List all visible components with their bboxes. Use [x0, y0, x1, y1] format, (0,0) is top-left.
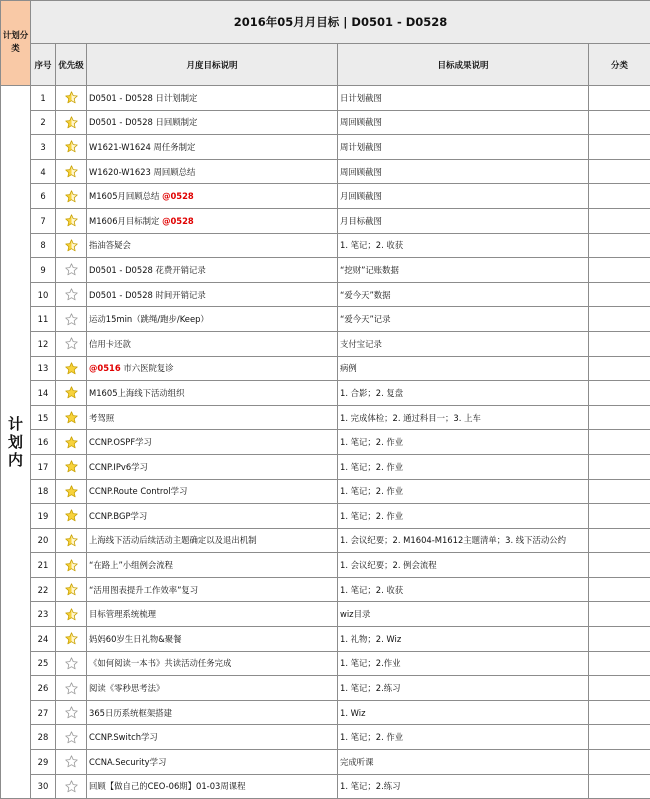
row-index: 17: [31, 454, 56, 479]
row-class[interactable]: [589, 405, 650, 430]
row-priority[interactable]: [56, 528, 87, 553]
row-class[interactable]: [589, 356, 650, 381]
row-class[interactable]: [589, 651, 650, 676]
row-result[interactable]: 1. 笔记；2.练习: [338, 774, 589, 799]
row-class[interactable]: [589, 208, 650, 233]
star-icon: [65, 632, 78, 645]
star-icon: [65, 657, 78, 670]
star-icon: [65, 190, 78, 203]
table-row: [1, 208, 650, 233]
row-priority[interactable]: [56, 258, 87, 283]
row-description[interactable]: [87, 676, 338, 701]
row-class[interactable]: [589, 135, 650, 160]
table-row: [1, 700, 650, 725]
row-priority[interactable]: [56, 233, 87, 258]
table-row: [1, 159, 650, 184]
row-index: 7: [31, 208, 56, 233]
star-icon: [65, 214, 78, 227]
row-result[interactable]: “挖财”记账数据: [338, 258, 589, 283]
desc-text: “在路上”小组例会流程: [89, 560, 173, 570]
row-result[interactable]: wiz目录: [338, 602, 589, 627]
row-result[interactable]: 1. 笔记；2. 收获: [338, 233, 589, 258]
row-priority[interactable]: [56, 627, 87, 652]
desc-text: M1606月目标制定: [89, 216, 162, 226]
row-description[interactable]: [87, 356, 338, 381]
header-class: 分类: [589, 44, 650, 86]
row-priority[interactable]: [56, 135, 87, 160]
star-icon: [65, 780, 78, 793]
row-index: 25: [31, 651, 56, 676]
desc-text: D0501 - D0528 花费开销记录: [89, 265, 206, 275]
table-row: [1, 184, 650, 209]
star-icon: [65, 386, 78, 399]
row-result[interactable]: 1. Wiz: [338, 700, 589, 725]
row-result[interactable]: “爱今天”数据: [338, 282, 589, 307]
section-label: 计划内: [1, 86, 31, 799]
row-index: 30: [31, 774, 56, 799]
header-description: 月度目标说明: [87, 44, 338, 86]
row-result[interactable]: 1. 会议纪要；2. M1604-M1612主题清单；3. 线下活动公约: [338, 528, 589, 553]
table-row: [1, 651, 650, 676]
row-index: 12: [31, 331, 56, 356]
row-index: 4: [31, 159, 56, 184]
row-priority[interactable]: [56, 208, 87, 233]
row-result[interactable]: 1. 笔记；2. 收获: [338, 577, 589, 602]
row-index: 26: [31, 676, 56, 701]
row-class[interactable]: [589, 774, 650, 799]
row-priority[interactable]: [56, 504, 87, 529]
row-class[interactable]: [589, 233, 650, 258]
row-description[interactable]: [87, 577, 338, 602]
row-index: 9: [31, 258, 56, 283]
desc-text: CCNP.Route Control学习: [89, 486, 187, 496]
table-row: [1, 504, 650, 529]
row-class[interactable]: [589, 700, 650, 725]
row-class[interactable]: [589, 430, 650, 455]
star-icon: [65, 534, 78, 547]
table-row: [1, 356, 650, 381]
deadline-tag: @0516: [89, 363, 121, 373]
row-description[interactable]: [87, 651, 338, 676]
star-icon: [65, 682, 78, 695]
row-description[interactable]: [87, 208, 338, 233]
row-index: 19: [31, 504, 56, 529]
star-icon: [65, 460, 78, 473]
desc-text: 阅读《零秒思考法》: [89, 683, 164, 693]
row-description[interactable]: [87, 627, 338, 652]
sheet-title: 2016年05月月目标 | D0501 - D0528: [31, 1, 650, 44]
table-row: [1, 430, 650, 455]
row-result[interactable]: “爱今天”记录: [338, 307, 589, 332]
header-category: 计划分类: [1, 1, 31, 86]
desc-text: 目标管理系统梳理: [89, 609, 156, 619]
table-row: [1, 405, 650, 430]
star-icon: [65, 608, 78, 621]
row-class[interactable]: [589, 553, 650, 578]
star-icon: [65, 263, 78, 276]
row-description[interactable]: [87, 430, 338, 455]
star-icon: [65, 436, 78, 449]
row-description[interactable]: [87, 553, 338, 578]
desc-text: D0501 - D0528 时间开销记录: [89, 290, 206, 300]
row-index: 6: [31, 184, 56, 209]
desc-text: 运动15min（跳绳/跑步/Keep）: [89, 314, 209, 324]
row-priority[interactable]: [56, 282, 87, 307]
desc-text: 365日历系统框架搭建: [89, 708, 172, 718]
row-description[interactable]: [87, 405, 338, 430]
row-class[interactable]: [589, 258, 650, 283]
row-class[interactable]: [589, 86, 650, 111]
row-result[interactable]: 月回顾截图: [338, 184, 589, 209]
row-index: 27: [31, 700, 56, 725]
row-priority[interactable]: [56, 700, 87, 725]
desc-text: 妈妈60岁生日礼物&聚餐: [89, 634, 182, 644]
table-row: [1, 233, 650, 258]
row-index: 16: [31, 430, 56, 455]
row-priority[interactable]: [56, 110, 87, 135]
table-row: [1, 307, 650, 332]
row-description[interactable]: [87, 725, 338, 750]
table-row: [1, 627, 650, 652]
row-result[interactable]: 1. 笔记；2. 作业: [338, 430, 589, 455]
row-result[interactable]: 完成听课: [338, 750, 589, 775]
row-index: 22: [31, 577, 56, 602]
row-description[interactable]: [87, 159, 338, 184]
row-result[interactable]: 1. 笔记；2.练习: [338, 676, 589, 701]
row-priority[interactable]: [56, 184, 87, 209]
row-index: 8: [31, 233, 56, 258]
row-class[interactable]: [589, 331, 650, 356]
table-row: [1, 135, 650, 160]
row-result[interactable]: 周回顾截图: [338, 110, 589, 135]
star-icon: [65, 140, 78, 153]
row-description[interactable]: [87, 307, 338, 332]
star-icon: [65, 755, 78, 768]
row-index: 3: [31, 135, 56, 160]
desc-text: 回顾【做自己的CEO-06期】01-03周课程: [89, 781, 245, 791]
star-icon: [65, 362, 78, 375]
star-icon: [65, 91, 78, 104]
row-priority[interactable]: [56, 454, 87, 479]
row-result[interactable]: 周计划截图: [338, 135, 589, 160]
desc-text-after: 市六医院复诊: [121, 363, 174, 373]
desc-text: 上海线下活动后续活动主题确定以及退出机制: [89, 535, 257, 545]
row-description[interactable]: [87, 135, 338, 160]
desc-text: 指油答疑会: [89, 240, 131, 250]
row-class[interactable]: [589, 110, 650, 135]
row-class[interactable]: [589, 725, 650, 750]
row-priority[interactable]: [56, 774, 87, 799]
table-row: [1, 479, 650, 504]
row-result[interactable]: 1. 合影；2. 复盘: [338, 381, 589, 406]
row-index: 29: [31, 750, 56, 775]
desc-text: 考驾照: [89, 413, 114, 423]
row-class[interactable]: [589, 307, 650, 332]
table-row: [1, 331, 650, 356]
row-index: 2: [31, 110, 56, 135]
row-index: 13: [31, 356, 56, 381]
row-priority[interactable]: [56, 86, 87, 111]
row-result[interactable]: 支付宝记录: [338, 331, 589, 356]
header-index: 序号: [31, 44, 56, 86]
desc-text: CCNP.IPv6学习: [89, 462, 148, 472]
row-result[interactable]: 1. 笔记；2. 作业: [338, 504, 589, 529]
desc-text: CCNP.BGP学习: [89, 511, 147, 521]
row-description[interactable]: [87, 184, 338, 209]
table-row: [1, 258, 650, 283]
star-icon: [65, 559, 78, 572]
row-class[interactable]: [589, 577, 650, 602]
desc-text: CCNA.Security学习: [89, 757, 166, 767]
row-result[interactable]: 1. 笔记；2.作业: [338, 651, 589, 676]
row-result[interactable]: 日计划截图: [338, 86, 589, 111]
table-row: [1, 86, 650, 111]
desc-text: CCNP.Switch学习: [89, 732, 158, 742]
table-row: [1, 577, 650, 602]
row-priority[interactable]: [56, 750, 87, 775]
table-row: [1, 676, 650, 701]
row-description[interactable]: [87, 504, 338, 529]
row-index: 20: [31, 528, 56, 553]
row-class[interactable]: [589, 676, 650, 701]
row-priority[interactable]: [56, 159, 87, 184]
header-priority: 优先级: [56, 44, 87, 86]
desc-text: M1605月回顾总结: [89, 191, 162, 201]
table-row: [1, 774, 650, 799]
star-icon: [65, 165, 78, 178]
desc-text: “活用图表提升工作效率”复习: [89, 585, 198, 595]
row-class[interactable]: [589, 479, 650, 504]
star-icon: [65, 583, 78, 596]
row-class[interactable]: [589, 282, 650, 307]
desc-text: D0501 - D0528 日回顾制定: [89, 117, 197, 127]
star-icon: [65, 313, 78, 326]
row-description[interactable]: [87, 528, 338, 553]
row-priority[interactable]: [56, 307, 87, 332]
table-row: [1, 454, 650, 479]
desc-text: W1620-W1623 周回顾总结: [89, 167, 195, 177]
row-priority[interactable]: [56, 430, 87, 455]
row-description[interactable]: [87, 750, 338, 775]
table-row: [1, 282, 650, 307]
star-icon: [65, 731, 78, 744]
row-priority[interactable]: [56, 676, 87, 701]
row-class[interactable]: [589, 504, 650, 529]
row-class[interactable]: [589, 602, 650, 627]
row-description[interactable]: [87, 331, 338, 356]
row-result[interactable]: 1. 笔记；2. 作业: [338, 725, 589, 750]
table-row: [1, 381, 650, 406]
desc-text: W1621-W1624 周任务制定: [89, 142, 195, 152]
row-priority[interactable]: [56, 553, 87, 578]
row-priority[interactable]: [56, 381, 87, 406]
row-result[interactable]: 1. 笔记；2. 作业: [338, 454, 589, 479]
table-row: [1, 528, 650, 553]
row-index: 23: [31, 602, 56, 627]
row-class[interactable]: [589, 381, 650, 406]
row-description[interactable]: [87, 774, 338, 799]
header-result: 目标成果说明: [338, 44, 589, 86]
row-priority[interactable]: [56, 725, 87, 750]
row-description[interactable]: [87, 233, 338, 258]
table-row: [1, 602, 650, 627]
row-result[interactable]: 月目标截图: [338, 208, 589, 233]
row-class[interactable]: [589, 750, 650, 775]
row-class[interactable]: [589, 159, 650, 184]
row-priority[interactable]: [56, 479, 87, 504]
row-result[interactable]: 1. 会议纪要；2. 例会流程: [338, 553, 589, 578]
row-index: 18: [31, 479, 56, 504]
row-index: 21: [31, 553, 56, 578]
row-priority[interactable]: [56, 577, 87, 602]
row-description[interactable]: [87, 381, 338, 406]
row-index: 10: [31, 282, 56, 307]
desc-text: 《如何阅读一本书》共读活动任务完成: [89, 658, 231, 668]
row-priority[interactable]: [56, 331, 87, 356]
desc-text: CCNP.OSPF学习: [89, 437, 152, 447]
row-class[interactable]: [589, 528, 650, 553]
deadline-tag: @0528: [162, 216, 194, 226]
table-row: [1, 553, 650, 578]
table-row: [1, 110, 650, 135]
star-icon: [65, 288, 78, 301]
star-icon: [65, 239, 78, 252]
row-result[interactable]: 1. 笔记；2. 作业: [338, 479, 589, 504]
row-index: 1: [31, 86, 56, 111]
row-priority[interactable]: [56, 651, 87, 676]
star-icon: [65, 706, 78, 719]
row-class[interactable]: [589, 184, 650, 209]
row-description[interactable]: [87, 479, 338, 504]
row-description[interactable]: [87, 700, 338, 725]
star-icon: [65, 411, 78, 424]
row-result[interactable]: 病例: [338, 356, 589, 381]
row-class[interactable]: [589, 627, 650, 652]
row-priority[interactable]: [56, 405, 87, 430]
row-priority[interactable]: [56, 356, 87, 381]
row-index: 11: [31, 307, 56, 332]
row-result[interactable]: 1. 礼物；2. Wiz: [338, 627, 589, 652]
row-priority[interactable]: [56, 602, 87, 627]
star-icon: [65, 116, 78, 129]
row-class[interactable]: [589, 454, 650, 479]
row-index: 14: [31, 381, 56, 406]
desc-text: 信用卡还款: [89, 339, 131, 349]
row-description[interactable]: [87, 86, 338, 111]
deadline-tag: @0528: [162, 191, 194, 201]
star-icon: [65, 337, 78, 350]
row-description[interactable]: [87, 282, 338, 307]
row-result[interactable]: 周回顾截图: [338, 159, 589, 184]
row-index: 15: [31, 405, 56, 430]
row-index: 24: [31, 627, 56, 652]
star-icon: [65, 485, 78, 498]
desc-text: D0501 - D0528 日计划制定: [89, 93, 197, 103]
row-description[interactable]: [87, 110, 338, 135]
table-row: [1, 750, 650, 775]
row-result[interactable]: 1. 完成体检；2. 通过科目一；3. 上车: [338, 405, 589, 430]
row-description[interactable]: [87, 258, 338, 283]
star-icon: [65, 509, 78, 522]
row-index: 28: [31, 725, 56, 750]
row-description[interactable]: [87, 454, 338, 479]
table-row: [1, 725, 650, 750]
desc-text: M1605上海线下活动组织: [89, 388, 185, 398]
row-description[interactable]: [87, 602, 338, 627]
